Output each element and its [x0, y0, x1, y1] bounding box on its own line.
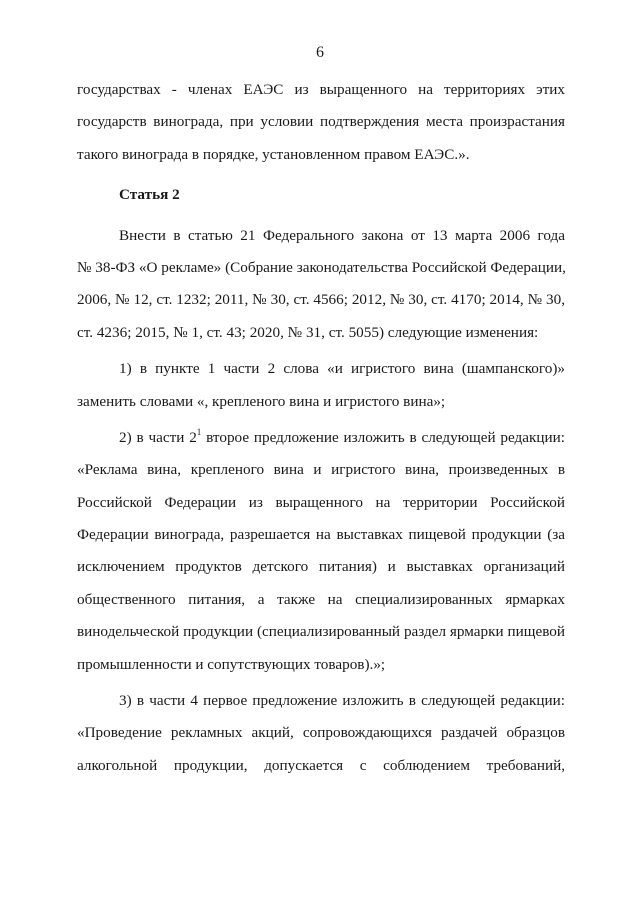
page-number: 6 — [316, 44, 324, 61]
article-heading: Статья 2 — [119, 186, 180, 204]
list-item-line: винодельческой продукции (специализированный раздел ярмарки пищевой — [77, 623, 565, 641]
list-item-line — [77, 422, 565, 454]
paragraph-line: государств винограда, при условии подтверждения места произрастания — [77, 113, 565, 131]
list-item-line: Федерации винограда, разрешается на выставках пищевой продукции (за — [77, 526, 565, 544]
list-item-line: алкогольной продукции, допускается с соблюдением требований, — [77, 756, 565, 774]
paragraph-line: государствах - членах ЕАЭС из выращенного на территориях этих — [77, 81, 565, 98]
list-item-line: заменить словами «, крепленого вина и игристого вина»; — [77, 392, 446, 410]
list-item-line: «Проведение рекламных акций, сопровождающихся раздачей образцов — [77, 724, 565, 742]
list-item-line: Российской Федерации из выращенного на территории Российской — [77, 493, 565, 511]
list-item-line: промышленности и сопутствующих товаров).»; — [77, 655, 386, 673]
superscript-number: 1 — [196, 426, 202, 437]
paragraph-line: 2006, № 12, ст. 1232; 2011, № 30, ст. 4566; 2012, № 30, ст. 4170; 2014, № 30, — [77, 291, 565, 309]
paragraph-line: ст. 4236; 2015, № 1, ст. 43; 2020, № 31, ст. 5055) следующие изменения: — [77, 323, 539, 341]
paragraph-line: № 38-ФЗ «О рекламе» (Собрание законодательства Российской Федерации, — [77, 258, 566, 276]
item2-prefix: 2) в части 2 — [119, 428, 197, 446]
list-item-line: 3) в части 4 первое предложение изложить в следующей редакции: — [119, 692, 565, 710]
list-item-line: исключением продуктов детского питания) и выставках организаций — [77, 558, 565, 576]
list-item-line: общественного питания, а также на специализированных ярмарках — [77, 590, 565, 608]
list-item-line: «Реклама вина, крепленого вина и игристого вина, произведенных в — [77, 461, 565, 479]
paragraph-line: такого винограда в порядке, установленном правом ЕАЭС.». — [77, 145, 470, 163]
paragraph-line: Внести в статью 21 Федерального закона от 13 марта 2006 года — [119, 226, 565, 244]
list-item-line: 1) в пункте 1 части 2 слова «и игристого вина (шампанского)» — [119, 360, 565, 378]
document-body — [77, 74, 565, 782]
item2-suffix: второе предложение изложить в следующей редакции: — [201, 428, 565, 446]
